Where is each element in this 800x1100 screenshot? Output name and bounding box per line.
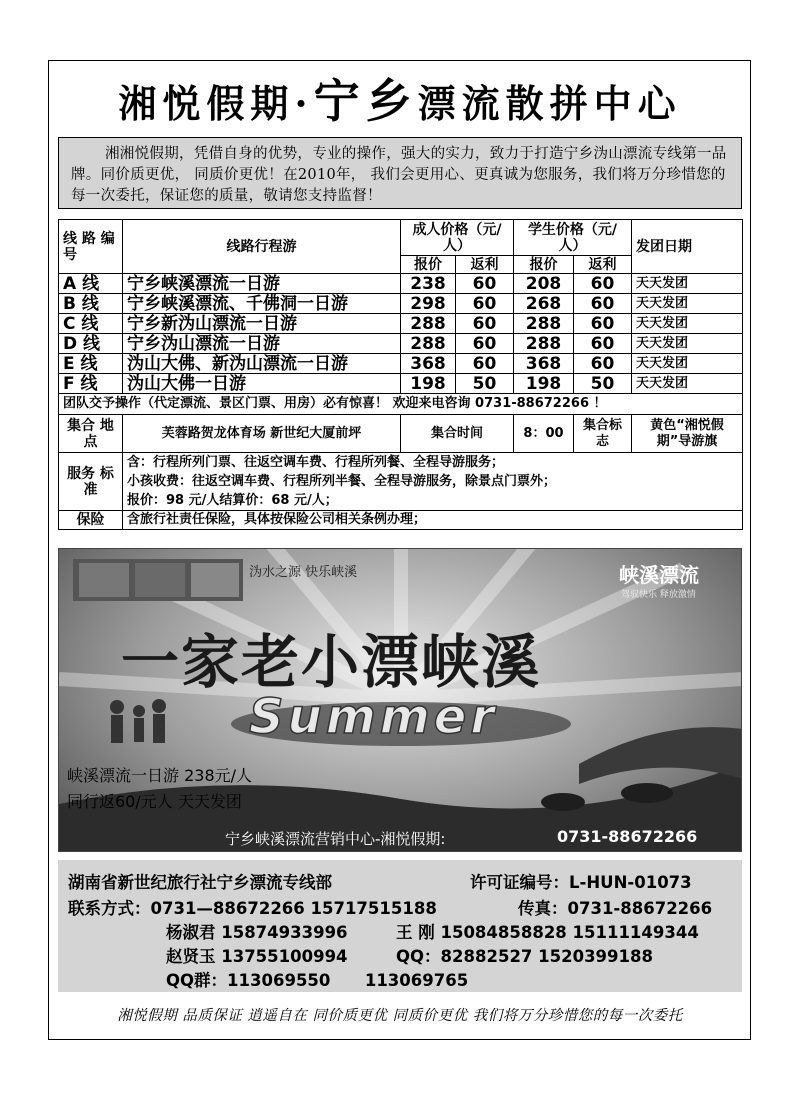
promo-banner [58,548,742,852]
sub-header-price: 报价 [401,256,456,274]
sub-header-rebate: 返利 [574,256,632,274]
adult-rebate: 60 [456,314,514,334]
route-code: E 线 [59,354,123,374]
banner-logo-sub: 驾驭快乐 释放激情 [621,590,696,600]
adult-rebate: 60 [456,354,514,374]
adult-price: 368 [401,354,456,374]
student-price: 268 [514,294,574,314]
route-code: C 线 [59,314,123,334]
route-code: F 线 [59,374,123,394]
student-price: 288 [514,334,574,354]
student-price: 198 [514,374,574,394]
table-row [59,374,743,394]
adult-price: 298 [401,294,456,314]
adult-price: 288 [401,334,456,354]
footer-slogan: 湘悦假期 品质保证 逍遥自在 同价质更优 同质价更优 我们将万分珍惜您的每一次委托 [117,1008,683,1024]
raft-icon [621,783,673,803]
service-line: 报价：98 元/人结算价：68 元/人； [127,493,338,508]
adult-rebate: 60 [456,274,514,294]
insurance-label: 保险 [59,511,123,530]
qq-number: QQ：82882527 1520399188 [396,947,653,966]
qq-group: QQ群：113069550 113069765 [166,971,469,990]
banner-footer-phone: 0731-88672266 [557,827,698,846]
raft-icon [541,793,585,811]
banner-tagline: 沩水之源 快乐峡溪 [249,565,358,580]
banner-footer-label: 宁乡峡溪漂流营销中心-湘悦假期: [225,830,446,848]
family-figures-icon [110,699,166,743]
route-name: 宁乡沩山漂流一日游 [123,334,401,354]
banner-headline: 一家老小漂峡溪 [121,628,542,696]
table-row [59,294,743,314]
meet-place: 芙蓉路贺龙体育场 新世纪大厦前坪 [123,415,401,453]
student-rebate: 60 [574,294,632,314]
contact-person: 赵贤玉 13755100994 [166,947,348,966]
meet-time: 8：00 [514,415,574,453]
student-rebate: 60 [574,314,632,334]
fax-number: 传真：0731-88672266 [518,899,713,918]
contact-phones: 联系方式：0731—88672266 15717515188 [68,899,437,918]
table-row [59,354,743,374]
depart-date: 天天发团 [632,274,743,294]
depart-date: 天天发团 [632,314,743,334]
adult-rebate: 60 [456,334,514,354]
route-code: D 线 [59,334,123,354]
depart-date: 天天发团 [632,334,743,354]
route-name: 沩山大佛、新沩山漂流一日游 [123,354,401,374]
adult-price: 288 [401,314,456,334]
route-name: 宁乡峡溪漂流、千佛洞一日游 [123,294,401,314]
meet-sign-label: 集合标志 [574,415,632,453]
banner-logo: 峡溪漂流 [619,563,699,587]
student-price: 208 [514,274,574,294]
insurance-text: 含旅行社责任保险，具体按保险公司相关条例办理； [123,511,743,530]
header-code: 线 路 编 号 [59,220,123,274]
service-line: 含：行程所列门票、往返空调车费、行程所列餐、全程导游服务； [127,455,505,470]
header-adult-price: 成人价格（元/人） [401,220,514,256]
header-route: 线路行程游 [123,220,401,274]
route-name: 宁乡峡溪漂流一日游 [123,274,401,294]
service-line: 小孩收费：往返空调车费、行程所列半餐、全程导游服务，除景点门票外； [127,474,557,489]
banner-offer-1: 峡溪漂流一日游 238元/人 [67,766,253,785]
team-note: 团队交予操作（代定漂流、景区门票、用房）必有惊喜！ 欢迎来电咨询 0731-88672266 ！ [59,394,743,415]
intro-paragraph: 湘湘悦假期，凭借自身的优势，专业的操作，强大的实力，致力于打造宁乡沩山漂流专线第一品牌。同价质更优， 同质价更优！在2010年， 我们会更用心、更真诚为您服务，我们将万分珍惜您的每一次委托，保证您的质量，敬请您支持监督！ [58,137,742,209]
adult-price: 238 [401,274,456,294]
route-table [58,219,743,530]
contact-person: 王 刚 15084858828 15111149344 [396,923,699,942]
header-date: 发团日期 [632,220,743,274]
meet-time-label: 集合时间 [401,415,514,453]
service-label: 服务 标准 [59,453,123,511]
sub-header-price: 报价 [514,256,574,274]
header-student-price: 学生价格（元/人） [514,220,632,256]
student-price: 368 [514,354,574,374]
depart-date: 天天发团 [632,354,743,374]
depart-date: 天天发团 [632,374,743,394]
banner-offer-2: 同行返60/元人 天天发团 [67,792,242,811]
adult-price: 198 [401,374,456,394]
student-rebate: 60 [574,274,632,294]
route-code: B 线 [59,294,123,314]
meet-place-label: 集合 地点 [59,415,123,453]
route-name: 宁乡新沩山漂流一日游 [123,314,401,334]
table-row [59,314,743,334]
banner-summer: Summer [249,689,498,745]
contact-block [58,860,742,992]
route-name: 沩山大佛一日游 [123,374,401,394]
sub-header-rebate: 返利 [456,256,514,274]
table-row [59,274,743,294]
table-row [59,334,743,354]
adult-rebate: 50 [456,374,514,394]
depart-date: 天天发团 [632,294,743,314]
page-title: 湘悦假期·宁乡漂流散拼中心 [118,74,682,128]
student-price: 288 [514,314,574,334]
student-rebate: 50 [574,374,632,394]
student-rebate: 60 [574,334,632,354]
contact-person: 杨淑君 15874933996 [166,923,348,942]
company-name: 湖南省新世纪旅行社宁乡漂流专线部 [68,873,332,892]
student-rebate: 60 [574,354,632,374]
license-number: 许可证编号：L-HUN-01073 [470,873,692,892]
route-code: A 线 [59,274,123,294]
meet-sign: 黄色“湘悦假期”导游旗 [632,415,743,453]
adult-rebate: 60 [456,294,514,314]
